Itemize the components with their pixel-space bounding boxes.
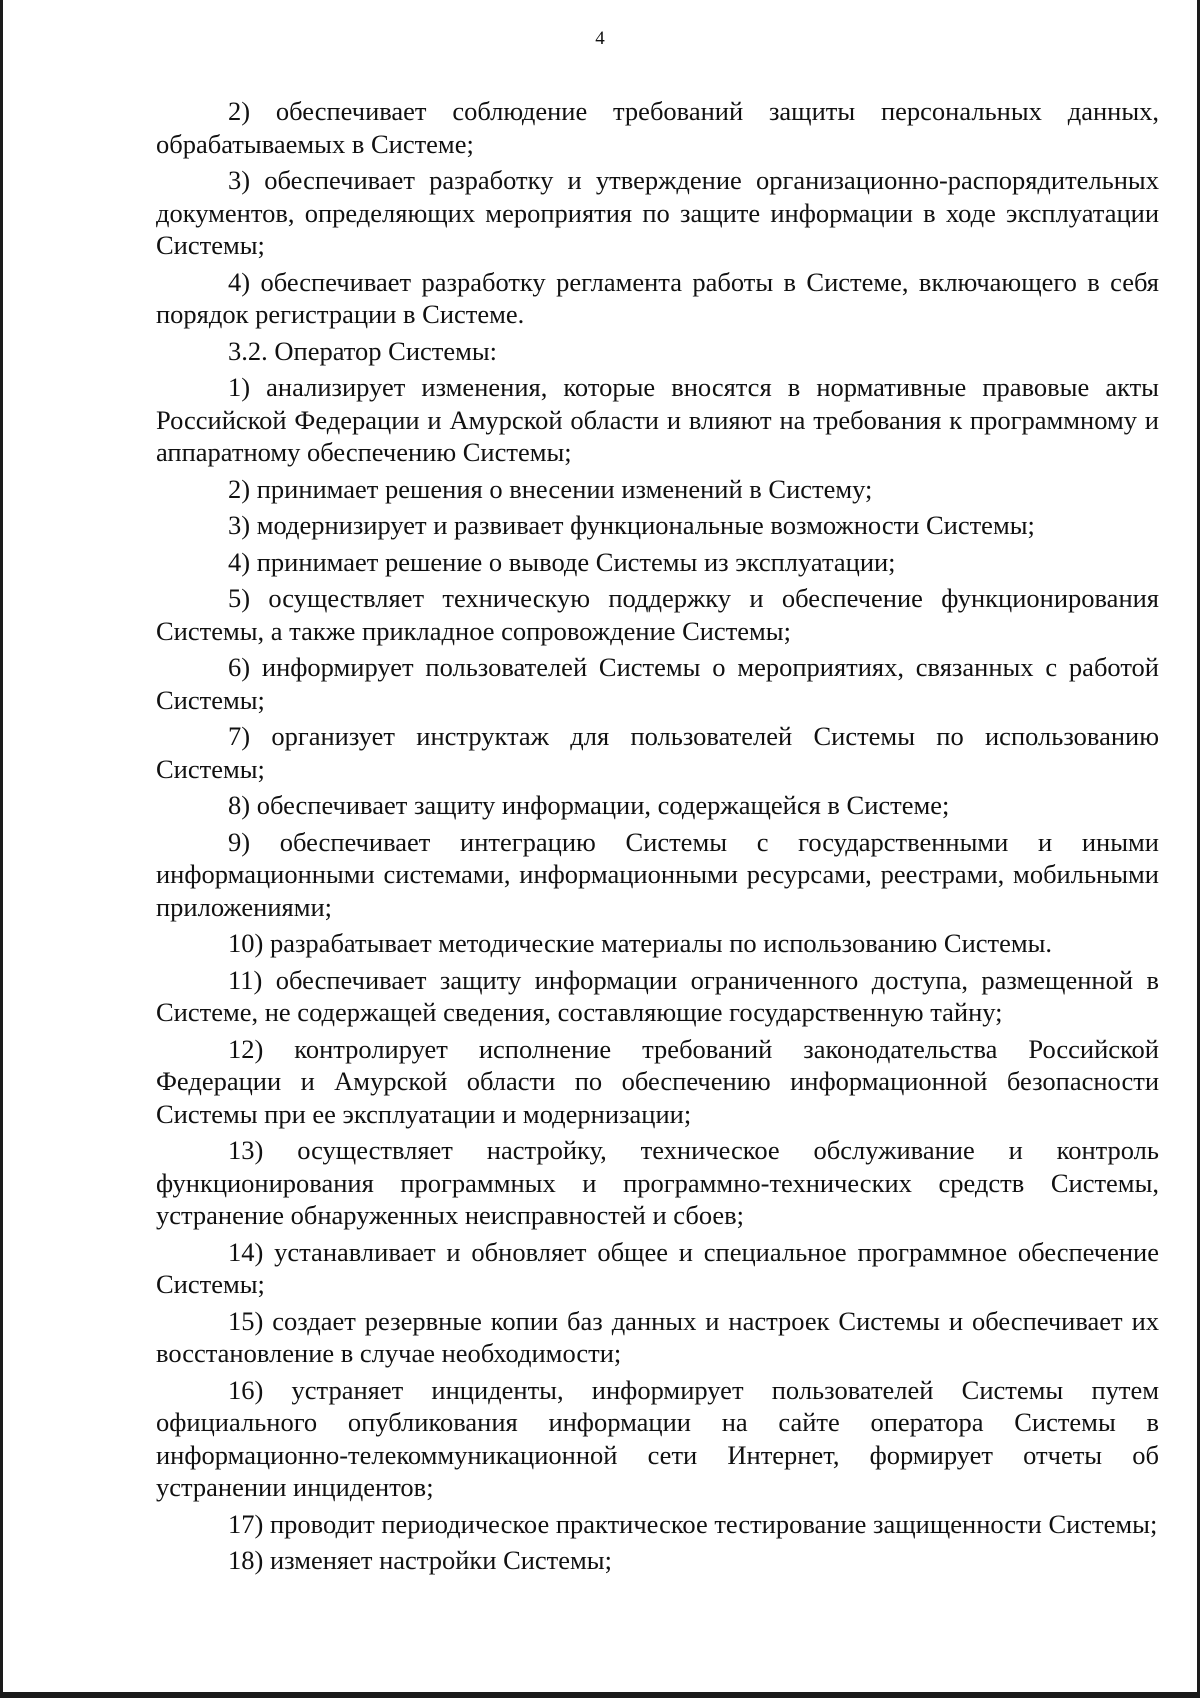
scan-bottom-edge (0, 1692, 1200, 1698)
paragraph: 5) осуществляет техническую поддержку и обеспечение функционирования Системы, а также прикладное сопровождение Системы; (156, 583, 1159, 646)
paragraph: 9) обеспечивает интеграцию Системы с государственными и иными информационными системами, информационными ресурсами, реестрами, мобильными приложениями; (156, 826, 1159, 922)
paragraph: 3) обеспечивает разработку и утверждение организационно-распорядительных документов, определяющих мероприятия по защите информации в ходе эксплуатации Системы; (156, 165, 1159, 260)
section-heading: 3.2. Оператор Системы: (228, 335, 498, 366)
paragraph: 10) разрабатывает методические материалы по использованию Системы. (228, 928, 1053, 958)
paragraph: 6) информирует пользователей Системы о мероприятиях, связанных с работой Системы; (156, 652, 1159, 715)
page-number: 4 (595, 28, 605, 49)
paragraph: 15) создает резервные копии баз данных и настроек Системы и обеспечивает их восстановление в случае необходимости; (156, 1305, 1159, 1368)
paragraph: 13) осуществляет настройку, техническое обслуживание и контроль функционирования программных и программно-технических средств Системы, устранение обнаруженных неисправностей и сбоев; (156, 1135, 1159, 1230)
paragraph: 11) обеспечивает защиту информации ограниченного доступа, размещенной в Системе, не содержащей сведения, составляющие государственную тайну; (156, 964, 1159, 1027)
paragraph: 4) принимает решение о выводе Системы из эксплуатации; (228, 546, 896, 577)
paragraph: 17) проводит периодическое практическое тестирование защищенности Системы; (228, 1508, 1158, 1539)
paragraph: 16) устраняет инциденты, информирует пользователей Системы путем официального опубликования информации на сайте оператора Системы в информационно-телекоммуникационной сети Интернет, формирует отчеты об устранении инцидентов; (156, 1374, 1159, 1502)
paragraph: 12) контролирует исполнение требований законодательства Российской Федерации и Амурской области по обеспечению информационной безопасности Системы при ее эксплуатации и модернизации; (156, 1033, 1159, 1129)
paragraph: 2) обеспечивает соблюдение требований защиты персональных данных, обрабатываемых в Системе; (156, 96, 1159, 159)
paragraph: 14) устанавливает и обновляет общее и специальное программное обеспечение Системы; (156, 1236, 1159, 1299)
paragraph: 4) обеспечивает разработку регламента работы в Системе, включающего в себя порядок регистрации в Системе. (156, 266, 1159, 329)
paragraph: 3) модернизирует и развивает функциональные возможности Системы; (228, 510, 1035, 540)
paragraph: 7) организует инструктаж для пользователей Системы по использованию Системы; (156, 721, 1159, 784)
scan-left-edge (0, 0, 3, 1698)
document-body (156, 95, 1159, 1581)
paragraph: 18) изменяет настройки Системы; (228, 1545, 612, 1575)
paragraph: 1) анализирует изменения, которые вносятся в нормативные правовые акты Российской Федерации и Амурской области и влияют на требования к программному и аппаратному обеспечению Системы; (156, 372, 1159, 467)
paragraph: 2) принимает решения о внесении изменений в Систему; (228, 473, 873, 504)
paragraph: 8) обеспечивает защиту информации, содержащейся в Системе; (228, 790, 950, 820)
